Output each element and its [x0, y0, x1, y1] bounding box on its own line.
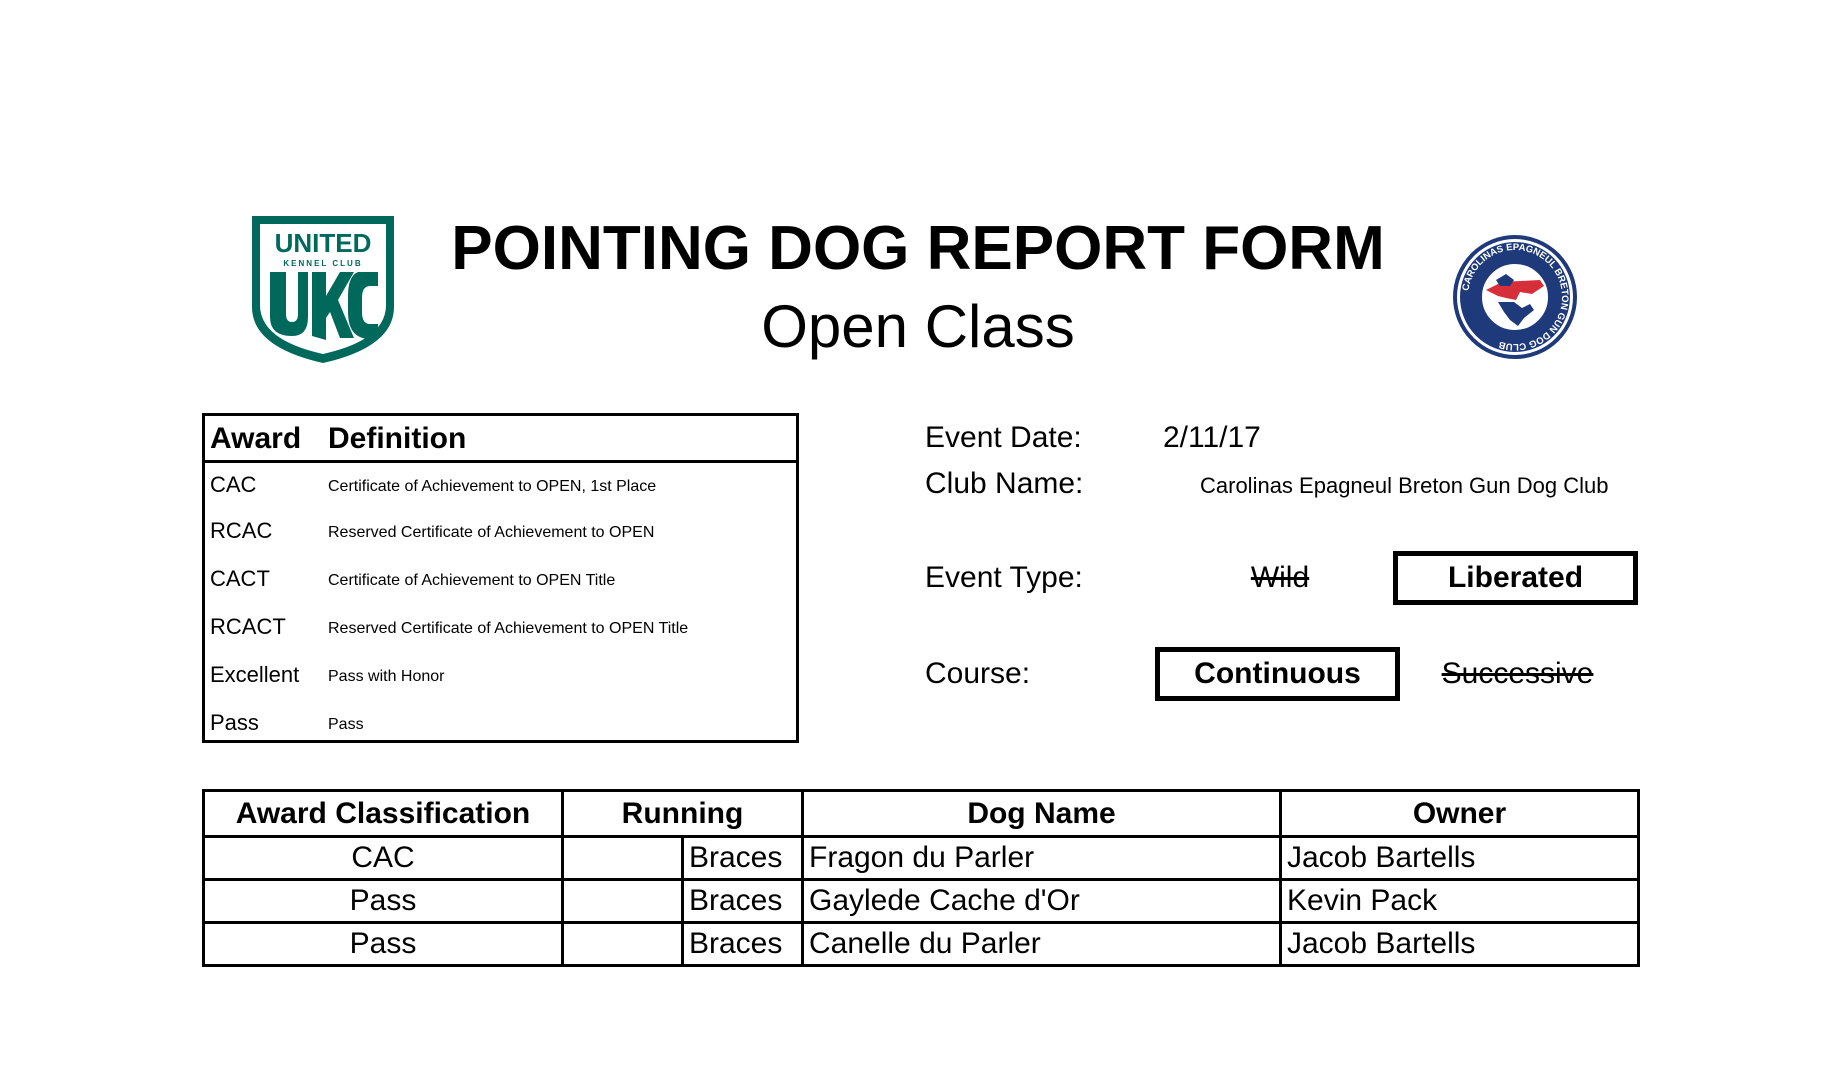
club-name-label: Club Name: [925, 467, 1084, 500]
event-type-label: Event Type: [925, 561, 1083, 594]
cell-owner: Jacob Bartells [1281, 923, 1639, 966]
definition-code: RCACT [210, 614, 286, 639]
definition-row [205, 510, 796, 558]
definition-desc: Reserved Certificate of Achievement to OPEN [328, 524, 655, 541]
definition-row [205, 464, 796, 512]
event-date-value: 2/11/17 [1163, 421, 1261, 454]
definitions-header [205, 416, 796, 463]
club-logo [1440, 222, 1590, 372]
definition-desc: Certificate of Achievement to OPEN, 1st Place [328, 478, 657, 495]
cell-running-number [563, 880, 683, 923]
definition-row [205, 702, 796, 750]
course-option-continuous[interactable]: Continuous [1155, 647, 1400, 701]
page-title: POINTING DOG REPORT FORM [451, 214, 1385, 283]
header-owner: Owner [1281, 791, 1639, 837]
table-row [204, 880, 1639, 923]
definition-desc: Reserved Certificate of Achievement to OPEN Title [328, 620, 689, 637]
course-label: Course: [925, 657, 1031, 690]
course-option-successive[interactable]: Successive [1441, 657, 1594, 690]
definition-desc: Pass with Honor [328, 668, 445, 685]
definition-row [205, 606, 796, 654]
definitions-header-award: Award [210, 422, 302, 455]
table-row [204, 837, 1639, 880]
header-running: Running [563, 791, 803, 837]
cell-dog-name: Fragon du Parler [803, 837, 1281, 880]
cell-running: Braces [683, 837, 803, 880]
cell-award: CAC [204, 837, 563, 880]
cell-running-number [563, 837, 683, 880]
definitions-header-definition: Definition [328, 422, 467, 455]
cell-dog-name: Gaylede Cache d'Or [803, 880, 1281, 923]
event-date-label: Event Date: [925, 421, 1082, 454]
cell-running-number [563, 923, 683, 966]
cell-award: Pass [204, 880, 563, 923]
cell-owner: Kevin Pack [1281, 880, 1639, 923]
cell-running: Braces [683, 923, 803, 966]
cell-owner: Jacob Bartells [1281, 837, 1639, 880]
definition-code: RCAC [210, 518, 273, 543]
cell-dog-name: Canelle du Parler [803, 923, 1281, 966]
page-subtitle: Open Class [761, 293, 1075, 360]
club-logo-ring-text: CAROLINAS EPAGNEUL BRETON GUN DOG CLUB [1460, 241, 1571, 353]
definition-desc: Certificate of Achievement to OPEN Title [328, 572, 616, 589]
results-table [202, 789, 1640, 967]
header-award-classification: Award Classification [204, 791, 563, 837]
table-row [204, 923, 1639, 966]
definition-row [205, 558, 796, 606]
cell-award: Pass [204, 923, 563, 966]
definition-code: CAC [210, 472, 257, 497]
award-definitions-box [202, 413, 799, 743]
cell-running: Braces [683, 880, 803, 923]
definition-code: Pass [210, 710, 259, 735]
header-dog-name: Dog Name [803, 791, 1281, 837]
definition-code: CACT [210, 566, 270, 591]
ukc-logo-line2: KENNEL CLUB [283, 259, 363, 268]
definition-desc: Pass [328, 716, 364, 733]
definition-code: Excellent [210, 662, 300, 687]
event-type-option-wild[interactable]: Wild [1250, 561, 1310, 594]
ukc-logo-line1: UNITED [274, 228, 372, 258]
club-name-value: Carolinas Epagneul Breton Gun Dog Club [1200, 473, 1609, 498]
event-type-option-liberated[interactable]: Liberated [1393, 551, 1638, 605]
definition-row [205, 654, 796, 702]
results-header-row [204, 791, 1639, 837]
